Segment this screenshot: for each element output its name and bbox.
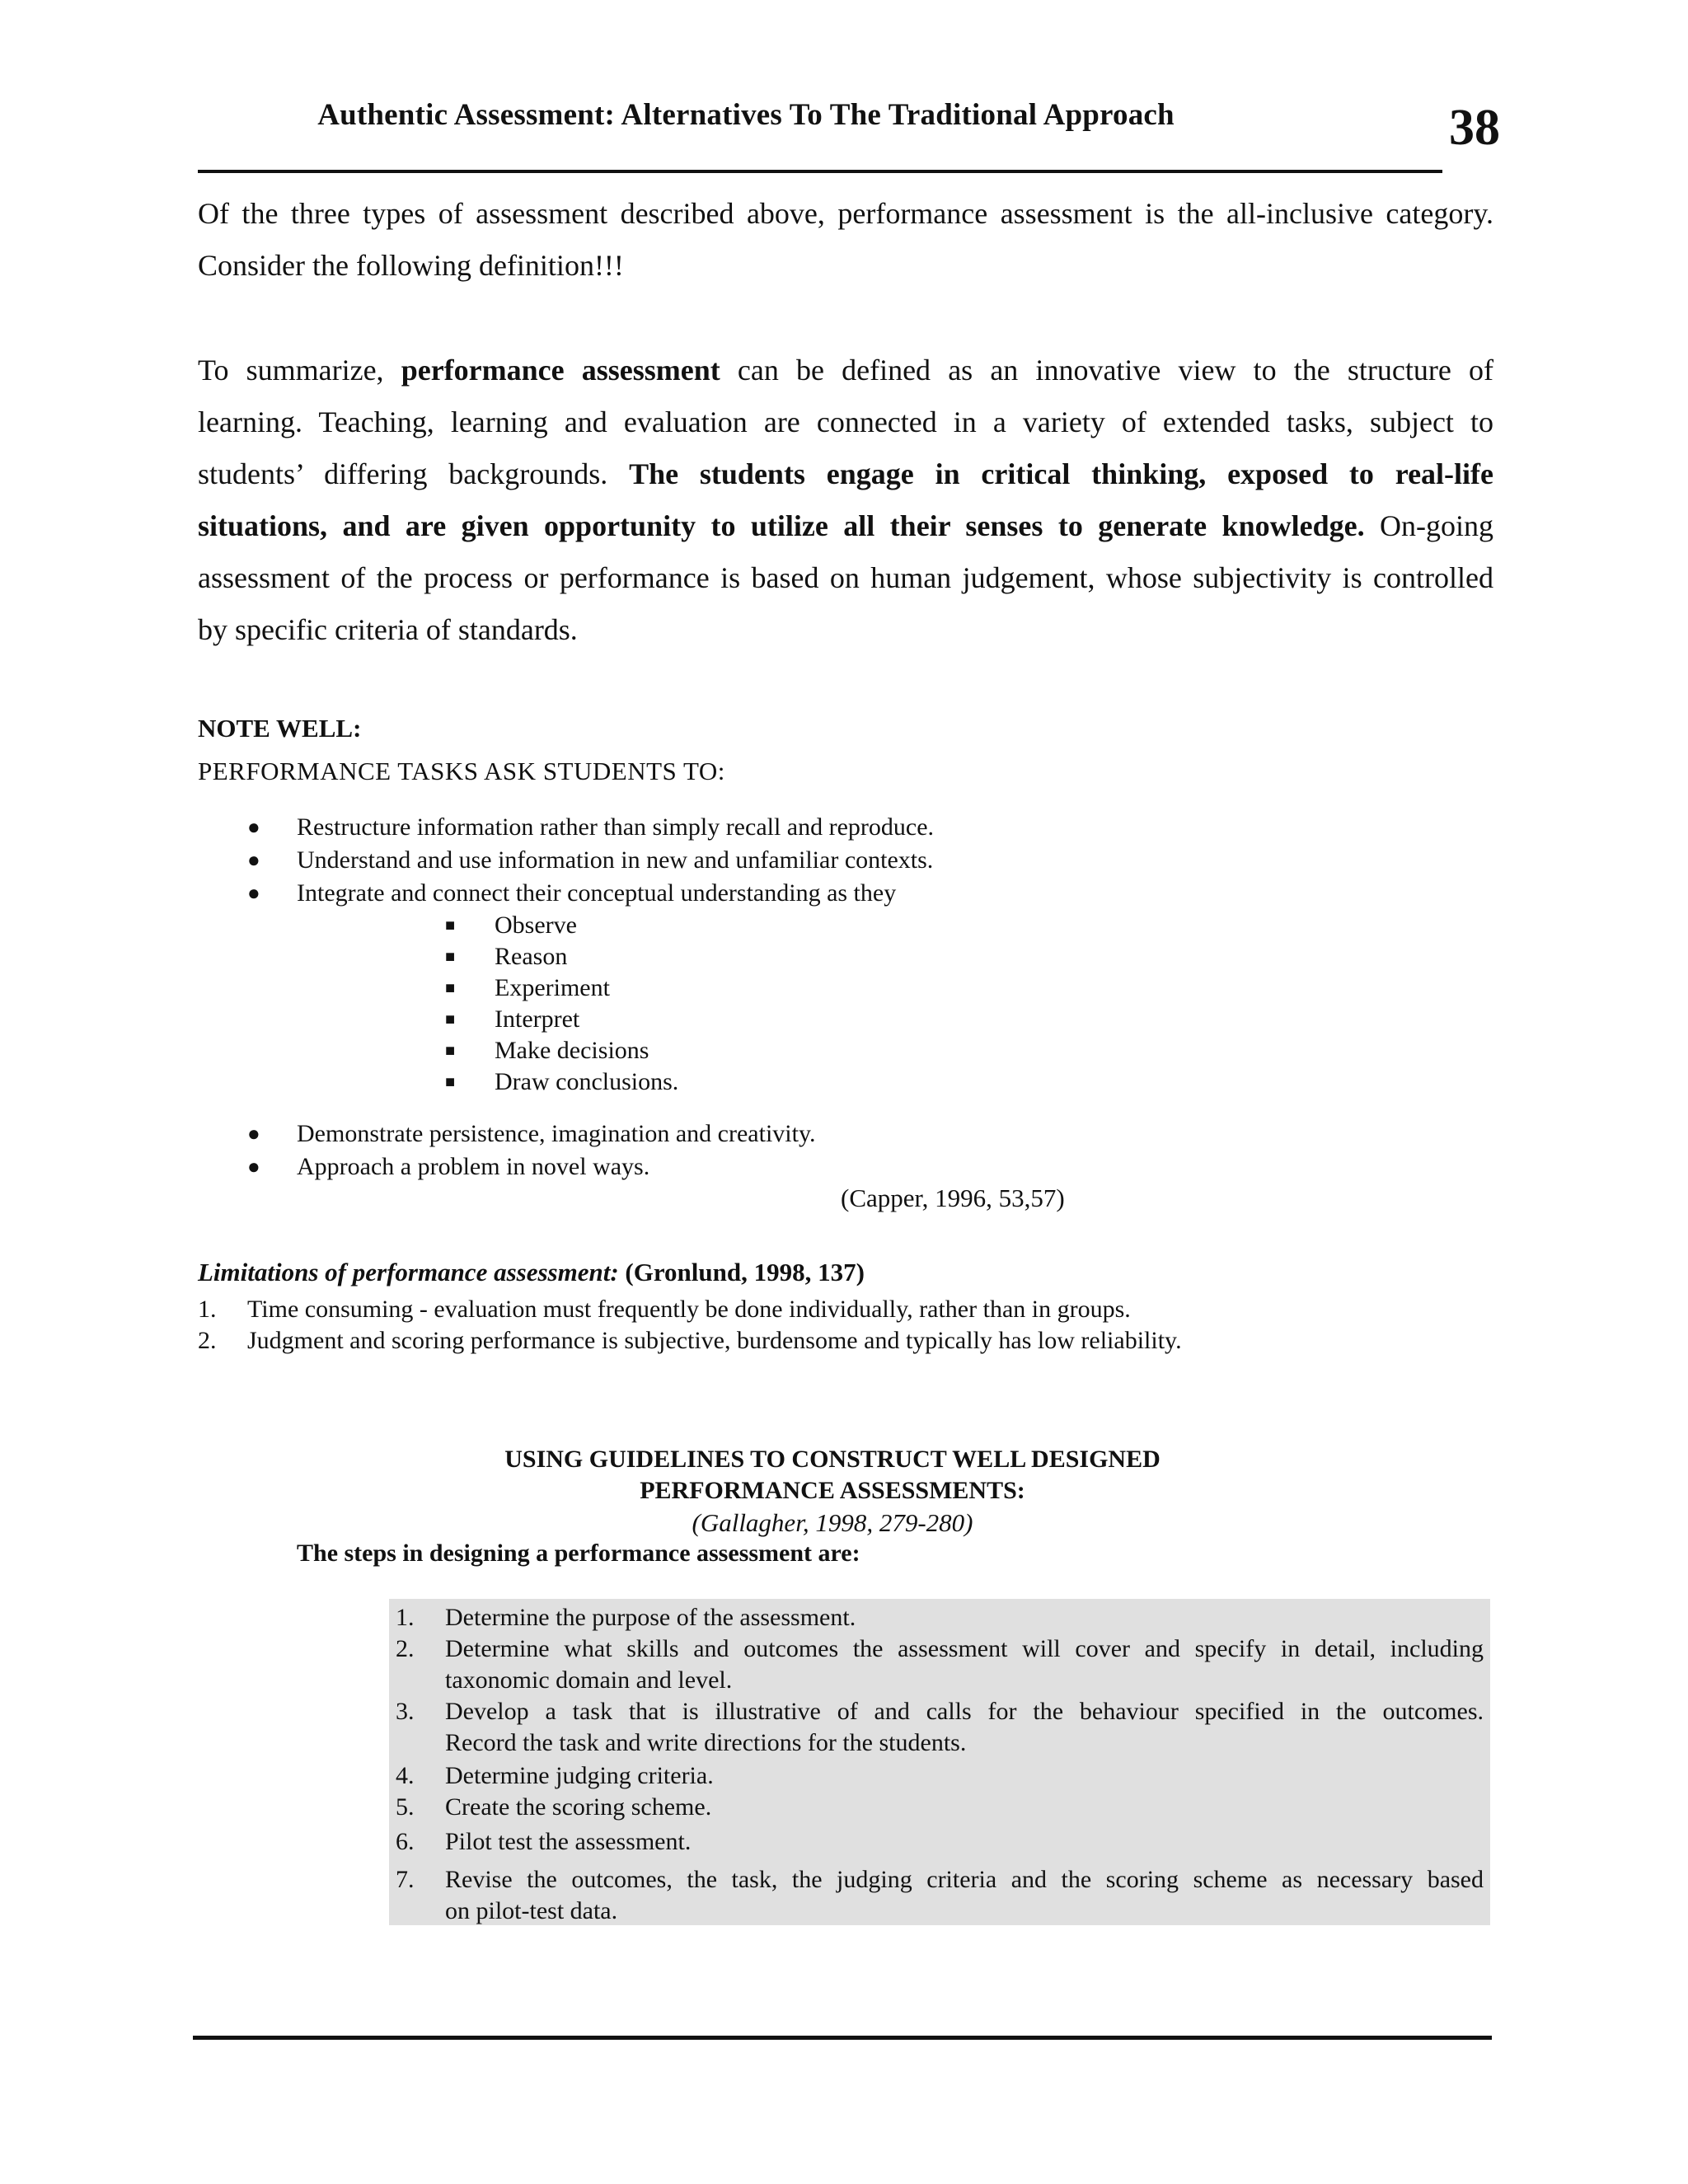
intro-line: Consider the following definition!!! [198,249,624,282]
guidelines-title: USING GUIDELINES TO CONSTRUCT WELL DESIGNED PERFORMANCE ASSESSMENTS: [504,1446,1160,1504]
bullet-icon: ● [247,848,260,872]
sub-list-item: ■ Experiment [445,972,940,1004]
footer-rule [193,2036,1492,2040]
limitation-item: 1. Time consuming - evaluation must frequently be done individually, rather than in groups. [198,1296,1131,1323]
guidelines-citation: (Gallagher, 1998, 279-280) [692,1508,973,1537]
term-performance-assessment: performance assessment [401,354,720,387]
step-item: 7. Revise the outcomes, the task, the judging criteria and the scoring scheme as necessary based on pilot-test data. [396,1866,1484,1924]
summary-line: situations, and are given opportunity to utilize all their senses to generate knowledge. On-going [198,509,1493,542]
header-rule [198,170,1442,173]
square-bullet-icon: ■ [445,916,456,935]
intro-paragraph [198,188,1493,292]
square-bullet-icon: ■ [445,1042,456,1060]
square-bullet-icon: ■ [445,1010,456,1029]
bullet-icon: ● [247,815,260,839]
square-bullet-icon: ■ [445,1073,456,1091]
step-item: 4. Determine judging criteria. [396,1762,714,1789]
bullet-icon: ● [247,1155,260,1179]
sub-list-item: ■ Interpret [445,1004,940,1035]
step-item: 6. Pilot test the assessment. [396,1828,692,1855]
list-item: ● Integrate and connect their conceptual understanding as they [247,877,1236,910]
list-item: ● Approach a problem in novel ways. [247,1151,1236,1183]
summary-line: by specific criteria of standards. [198,613,578,646]
square-bullet-icon: ■ [445,948,456,966]
sub-list-item: ■ Observe [445,910,940,941]
list-item: ● Demonstrate persistence, imagination and creativity. [247,1118,1236,1151]
sub-list-item: ■ Make decisions [445,1035,940,1066]
list-item: ● Understand and use information in new and unfamiliar contexts. [247,844,1236,877]
list-item: ● Restructure information rather than simply recall and reproduce. [247,811,1236,844]
sub-list-item: ■ Reason [445,941,940,972]
summary-line: To summarize, performance assessment can be defined as an innovative view to the structure of [198,354,1493,387]
step-item: 3. Develop a task that is illustrative of and calls for the behaviour specified in the outcomes. Record the task and write directions for the students. [396,1698,1484,1756]
page-number: 38 [1449,100,1500,156]
step-item: 1. Determine the purpose of the assessment. [396,1604,856,1631]
sub-list-item: ■ Draw conclusions. [445,1066,940,1098]
limitation-item: 2. Judgment and scoring performance is subjective, burdensome and typically has low reliability. [198,1327,1182,1354]
bullet-icon: ● [247,1122,260,1146]
step-item: 5. Create the scoring scheme. [396,1793,712,1821]
note-well-heading: NOTE WELL: [198,714,362,743]
bullet-icon: ● [247,881,260,905]
running-title: Authentic Assessment: Alternatives To The Traditional Approach [317,98,1175,132]
square-bullet-icon: ■ [445,979,456,997]
summary-line: assessment of the process or performance is based on human judgement, whose subjectivity is controlled [198,561,1493,594]
summary-paragraph [198,344,1493,656]
summary-line: students’ differing backgrounds. The students engage in critical thinking, exposed to real-life [198,457,1494,490]
citation: (Capper, 1996, 53,57) [841,1183,1065,1212]
step-item: 2. Determine what skills and outcomes the assessment will cover and specify in detail, including taxonomic domain and level. [396,1635,1484,1694]
limitations-heading: Limitations of performance assessment: (Gronlund, 1998, 137) [198,1258,865,1286]
performance-tasks-heading: PERFORMANCE TASKS ASK STUDENTS TO: [198,757,725,785]
summary-line: learning. Teaching, learning and evaluation are connected in a variety of extended tasks, subject to [198,405,1493,438]
steps-heading: The steps in designing a performance assessment are: [297,1540,860,1567]
intro-line: Of the three types of assessment described above, performance assessment is the all-inclusive category. [198,197,1493,230]
